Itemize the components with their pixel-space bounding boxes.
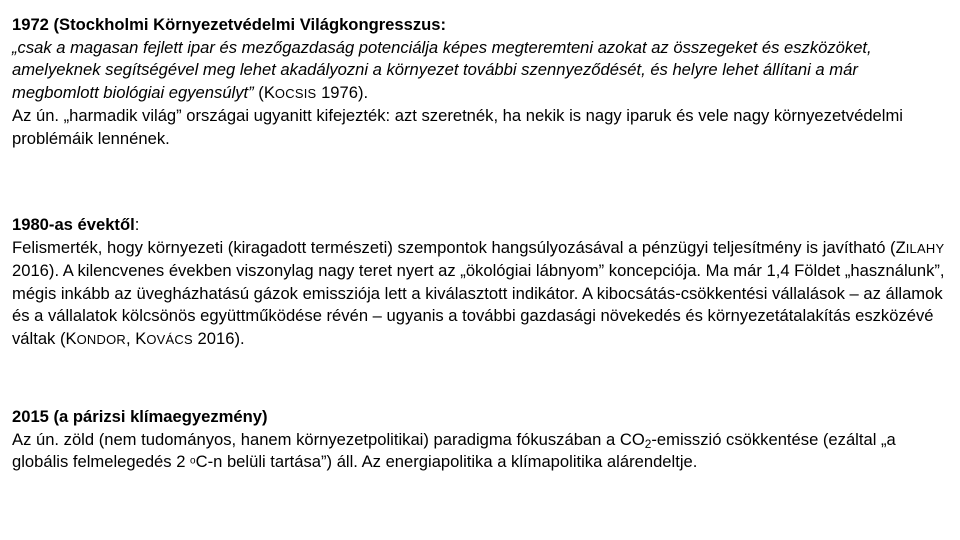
citation-author-initial: K <box>263 82 275 102</box>
text-1980s-part1: Felismerték, hogy környezeti (kiragadott természeti) szempontok hangsúlyozásával a pénzügyi teljesítmény is javítható ( <box>12 237 896 257</box>
section-1980s <box>12 214 948 351</box>
heading-2015: 2015 (a párizsi klímaegyezmény) <box>12 407 268 426</box>
section-2015-heading <box>12 406 948 429</box>
section-1980s-paragraph <box>12 237 948 352</box>
third-world-paragraph: Az ún. „harmadik világ” országai ugyanitt kifejezték: azt szeretnék, ha nekik is nagy iparuk és vele nagy környezetvédelmi problémáik lennének. <box>12 106 903 148</box>
text-2015-part1: Az ún. zöld (nem tudományos, hanem környezetpolitikai) paradigma fókuszában a CO <box>12 429 645 449</box>
heading-1980s: 1980-as évektől <box>12 215 135 234</box>
citation-kovacs-initial: K <box>135 328 147 348</box>
section-2015 <box>12 406 948 474</box>
co2-subscript: 2 <box>644 436 652 451</box>
section-1972-quote-paragraph <box>12 37 948 106</box>
citation-author-rest: OCSIS <box>274 85 317 101</box>
citation-kovacs-rest: OVÁCS <box>146 331 193 347</box>
heading-1980s-colon: : <box>134 215 140 234</box>
citation-zilahy-rest: ILAHY <box>905 240 945 256</box>
citation-kondor-initial: K <box>65 328 77 348</box>
section-2015-paragraph <box>12 429 948 474</box>
stockholm-quote: „csak a magasan fejlett ipar és mezőgazdaság potenciálja képes megteremteni azokat az összegeket és eszközöket, amelyeknek segítségével meg lehet akadályozni a környezet további szennyeződését, és helyre lehet állítani a már megbomlott biológiai egyensúlyt” <box>12 37 872 102</box>
section-1980s-heading <box>12 214 948 237</box>
citation-separator: , <box>126 328 136 348</box>
degree-superscript: o <box>190 455 196 467</box>
section-1972 <box>12 14 948 150</box>
text-1980s-part3: 2016). <box>192 328 245 348</box>
text-2015-part3: C-n belüli tartása”) áll. Az energiapolitika a klímapolitika alárendeltje. <box>195 452 698 471</box>
citation-kondor-rest: ONDOR <box>76 331 127 347</box>
text-2015-part2: -emisszió csökkentése (ezáltal „a globális felmelegedés 2 <box>12 429 896 471</box>
text-1980s-part2: 2016). A kilencvenes években viszonylag nagy teret nyert az „ökológiai lábnyom” koncepciója. Ma már 1,4 Földet „használunk”, mégis inkább az üvegházhatású gázok emissziója lett a kiválasztott indikátor. A kibocsátás-csökkentési vállalások – az államok és a vállalatok kölcsönös együttműködése révén – ugyanis a további gazdasági növekedés és környezetátalakítás eszközévé váltak ( <box>12 261 945 348</box>
section-1972-heading <box>12 14 948 37</box>
citation-open: ( <box>253 82 264 102</box>
citation-zilahy-initial: Z <box>895 237 906 257</box>
heading-1972: 1972 (Stockholmi Környezetvédelmi Világkongresszus: <box>12 15 447 34</box>
citation-year: 1976). <box>316 82 369 102</box>
